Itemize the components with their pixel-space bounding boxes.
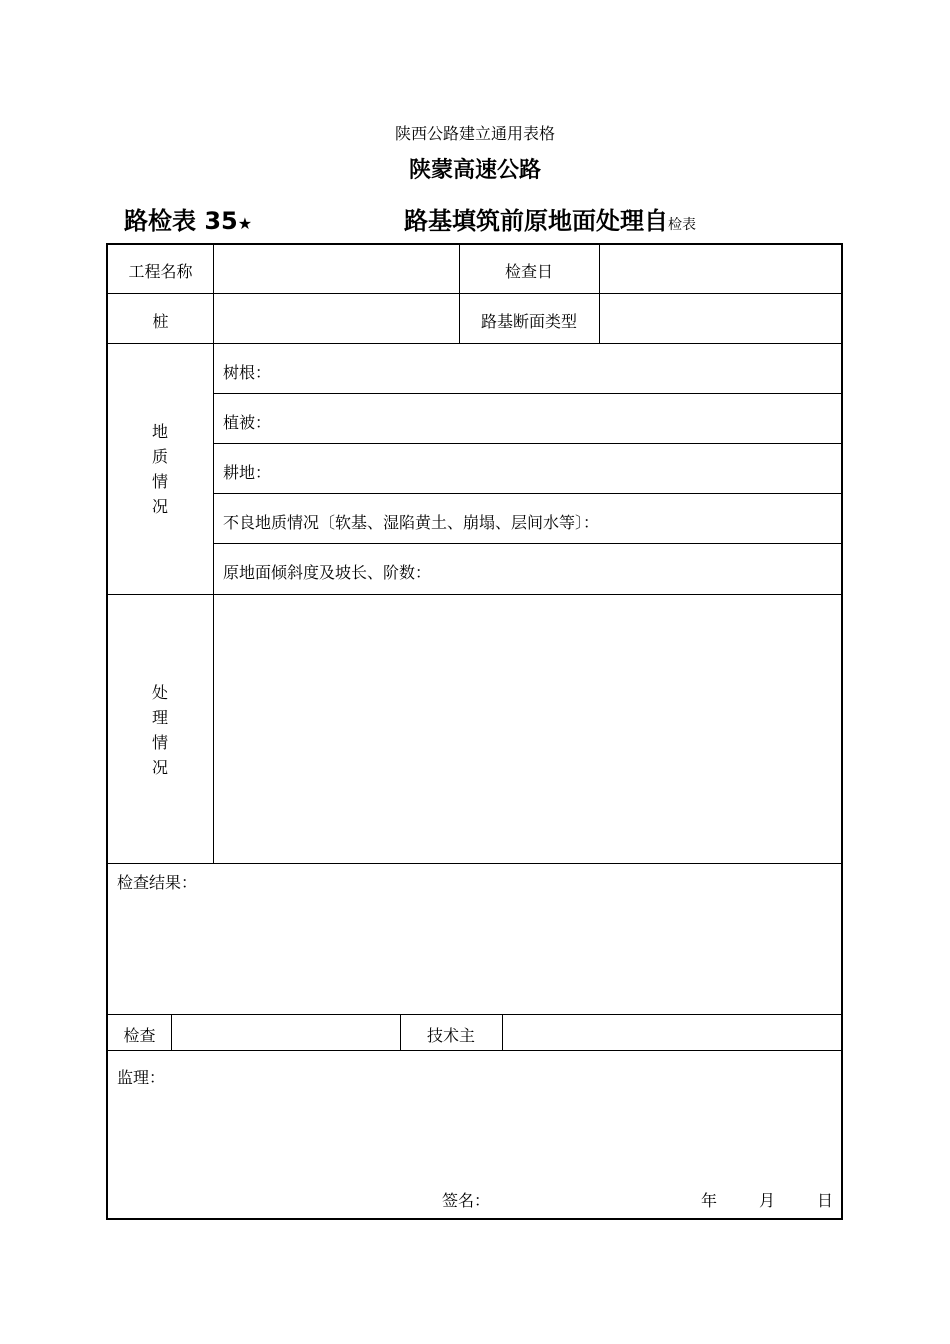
form-title	[404, 201, 696, 236]
tech-lead-label: 技术主	[426, 1026, 475, 1045]
row-divider	[108, 863, 843, 864]
form-number	[124, 201, 252, 236]
geology-item-adverse-geology: 不良地质情况〔软基、湿陷黄土、崩塌、层间水等〕：	[223, 513, 600, 532]
geology-item-farmland: 耕地：	[223, 463, 272, 482]
day-label: 日	[817, 1191, 834, 1210]
year-label: 年	[701, 1191, 718, 1210]
check-result-label: 检查结果：	[117, 873, 198, 892]
row-divider	[213, 443, 843, 444]
project-title: 陕蒙高速公路	[408, 158, 541, 183]
row-divider	[108, 293, 843, 294]
form-title-small: 检表	[668, 217, 696, 233]
column-divider	[599, 245, 600, 343]
row-divider	[213, 543, 843, 544]
geology-label: 地 质 情 况	[151, 422, 168, 516]
column-divider	[213, 245, 214, 863]
check-date-label: 检查日	[504, 262, 553, 281]
inspection-form	[106, 243, 843, 1220]
signature-label: 签名：	[442, 1191, 491, 1210]
geology-item-vegetation: 植被：	[223, 413, 272, 432]
form-number-text: 路检表 35	[124, 207, 238, 235]
row-divider	[108, 594, 843, 595]
station-label: 桩	[152, 312, 169, 331]
geology-item-tree-roots: 树根：	[223, 363, 272, 382]
month-label: 月	[759, 1191, 776, 1210]
treatment-label: 处 理 情 况	[151, 683, 168, 777]
row-divider	[108, 1014, 843, 1015]
column-divider	[171, 1014, 172, 1050]
form-subtitle: 陕西公路建立通用表格	[394, 124, 555, 143]
supervision-label: 监理：	[117, 1068, 166, 1087]
column-divider	[502, 1014, 503, 1050]
row-divider	[108, 1050, 843, 1051]
project-name-label: 工程名称	[128, 262, 193, 281]
row-divider	[213, 393, 843, 394]
form-title-main: 路基填筑前原地面处理自	[404, 207, 668, 235]
inspector-label: 检查	[123, 1026, 156, 1045]
section-type-label: 路基断面类型	[480, 312, 577, 331]
geology-item-slope: 原地面倾斜度及坡长、阶数：	[223, 563, 432, 582]
row-divider	[108, 343, 843, 344]
row-divider	[213, 493, 843, 494]
star-icon: ★	[237, 214, 253, 233]
